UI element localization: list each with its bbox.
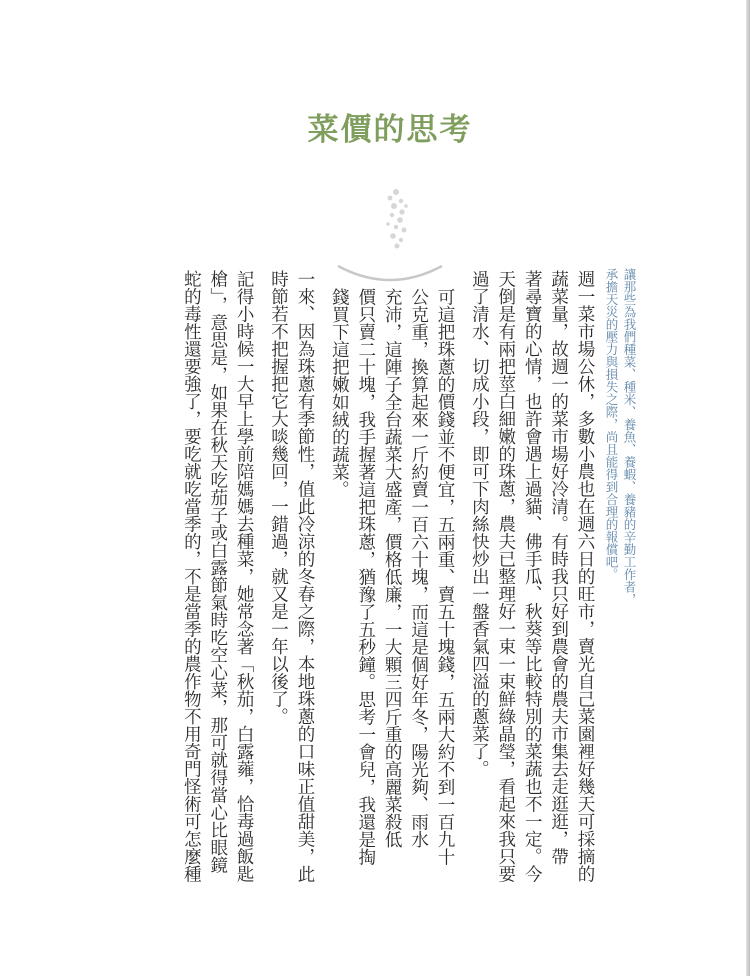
text-line: 記得小時候一大早上學前陪媽媽去種菜，她常念著「秋茄，白露蕹，恰毒過飯匙	[234, 270, 255, 883]
text-line: 可這把珠蔥的價錢並不便宜，五兩重、賣五十塊錢，五兩大約不到一百九十	[434, 287, 455, 865]
paragraph-1	[466, 270, 598, 900]
page-title: 菜價的思考	[307, 112, 473, 148]
text-line: 週一菜市場公休，多數小農也在週六日的旺市，賣光自己菜園裡好幾天可採摘的	[575, 270, 595, 883]
text-line: 錢買下這把嫩如絨的蔬菜。	[329, 287, 350, 498]
intro-line: 承擔天災的壓力與損失之際，尚且能得到合理的報償吧。	[604, 268, 619, 581]
paragraph-4	[178, 270, 257, 900]
intro-caption	[602, 268, 638, 828]
text-line: 天倒是有兩把莖白細嫩的珠蔥，農夫已整理好一束一束鮮綠晶瑩，看起來我只要	[495, 270, 516, 883]
text-line: 槍」，意思是，如果在秋天吃茄子或白露節氣時吃空心菜，那可就得當心比眼鏡	[207, 270, 228, 874]
text-line: 一來、因為珠蔥有季節性，值此冷涼的冬春之際，本地珠蔥的口味正值甜美，此	[294, 270, 315, 883]
text-line: 價只賣二十塊，我手握著這把珠蔥，猶豫了五秒鐘。思考一會兒，我還是掏	[355, 287, 376, 865]
text-line: 時節若不把握把它大啖幾回，一錯過，就又是一年以後了。	[268, 270, 289, 725]
text-line: 公克重，換算起來一斤約賣一百六十塊，而這是個好年冬，陽光夠、雨水	[408, 287, 429, 848]
text-line: 充沛，這陣子全台蔬菜大盛產，價格低廉，一大顆三四斤重的高麗菜殺低	[382, 287, 403, 848]
text-line: 蛇的毒性還要強了，要吃就吃當季的，不是當季的農作物不用奇門怪術可怎麼種	[181, 270, 202, 883]
text-line: 過了清水、切成小段，即可下肉絲快炒出一盤香氣四溢的蔥菜了。	[469, 270, 490, 778]
intro-line: 讓那些為我們種菜、種米、養魚、養蝦、養豬的辛勤工作者，	[622, 268, 637, 606]
text-line: 著尋寶的心情，也許會遇上過貓、佛手瓜、秋葵等比較特別的菜蔬也不一定。今	[522, 270, 543, 883]
steaming-bowl-illustration	[330, 182, 450, 282]
paragraph-2	[326, 288, 458, 901]
paragraph-3	[265, 270, 318, 900]
text-line: 蔬菜量，故週一的菜市場好冷清。有時我只好到農會的農夫市集去走逛逛，帶	[548, 270, 569, 865]
article-body	[178, 270, 598, 900]
